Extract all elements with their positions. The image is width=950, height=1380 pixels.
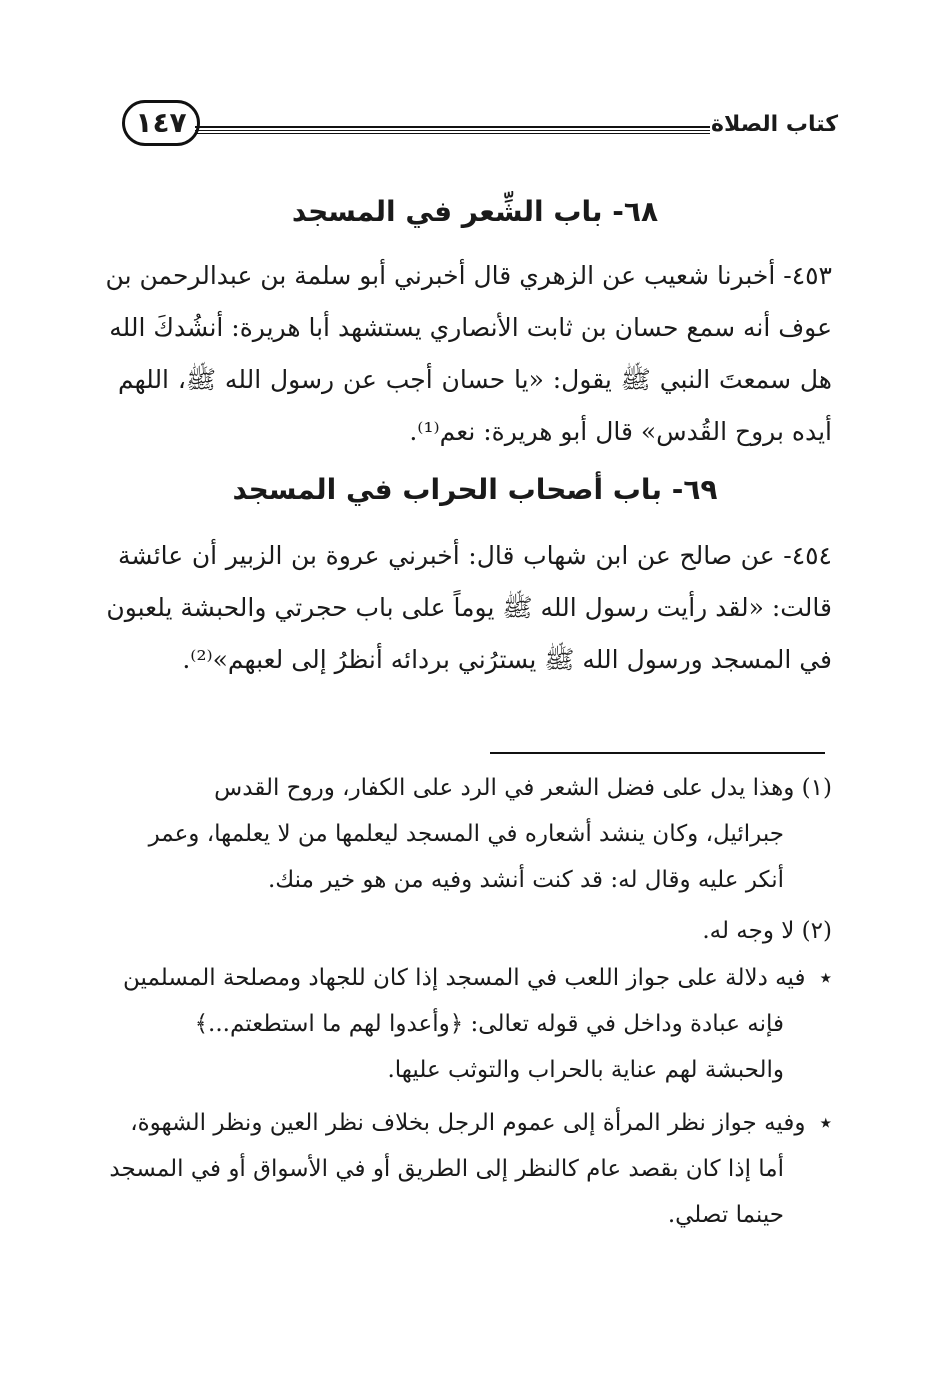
footnote-line: (٢) لا وجه له. (702, 918, 832, 944)
text-line: قالت: «لقد رأيت رسول الله ﷺ يوماً على باب حجرتي والحبشة يلعبون (106, 593, 832, 622)
page-number: ١٤٧ (122, 100, 200, 146)
footnote-line: أنكر عليه وقال له: قد كنت أنشد وفيه من هو خير منك. (267, 867, 784, 893)
footnote-line: ٭فيه دلالة على جواز اللعب في المسجد إذا كان للجهاد ومصلحة المسلمين (123, 965, 832, 991)
text-line: في المسجد ورسول الله ﷺ يسترُني بردائه أنظرُ إلى لعبهم»⁽²⁾. (182, 645, 832, 674)
text-line: عوف أنه سمع حسان بن ثابت الأنصاري يستشهد أبا هريرة: أنشُدكَ الله (109, 313, 832, 342)
commentary-note-1 (115, 955, 832, 1093)
header-rule (195, 126, 710, 134)
footnote-line: (١) وهذا يدل على فضل الشعر في الرد على الكفار، وروح القدس (214, 775, 832, 801)
text-line: هل سمعتَ النبي ﷺ يقول: «يا حسان أجب عن رسول الله ﷺ، اللهم (118, 365, 832, 394)
hadith-453 (105, 250, 832, 458)
commentary-note-2 (109, 1100, 832, 1238)
footnote-line: والحبشة لهم عناية بالحراب والتوثب عليها. (387, 1057, 784, 1083)
footnote-line: ٭وفيه جواز نظر المرأة إلى عموم الرجل بخلاف نظر العين ونظر الشهوة، (130, 1110, 832, 1136)
asterisk-icon: ٭ (819, 965, 832, 991)
hadith-454 (106, 530, 832, 686)
footnote-line: أما إذا كان بقصد عام كالنظر إلى الطريق أو في الأسواق أو في المسجد (109, 1156, 784, 1182)
section-heading-69: ٦٩- باب أصحاب الحراب في المسجد (232, 473, 718, 506)
footnote-1 (115, 765, 832, 903)
asterisk-icon: ٭ (819, 1110, 832, 1136)
text-line: أيده بروح القُدس» قال أبو هريرة: نعم⁽¹⁾. (409, 417, 832, 446)
running-header-title: كتاب الصلاة (711, 112, 838, 137)
footnote-line: حينما تصلي. (667, 1202, 784, 1228)
footnote-2 (115, 908, 832, 954)
footnote-separator (490, 752, 825, 754)
text-line: ٤٥٣- أخبرنا شعيب عن الزهري قال أخبرني أبو سلمة بن عبدالرحمن بن (105, 261, 832, 290)
section-heading-68: ٦٨- باب الشِّعر في المسجد (291, 195, 659, 228)
footnote-line: جبرائيل، وكان ينشد أشعاره في المسجد ليعلمها من لا يعلمها، وعمر (148, 821, 784, 847)
footnote-line: فإنه عبادة وداخل في قوله تعالى: ﴿وأعدوا لهم ما استطعتم...﴾ (194, 1011, 784, 1037)
text-line: ٤٥٤- عن صالح عن ابن شهاب قال: أخبرني عروة بن الزبير أن عائشة (118, 541, 832, 570)
